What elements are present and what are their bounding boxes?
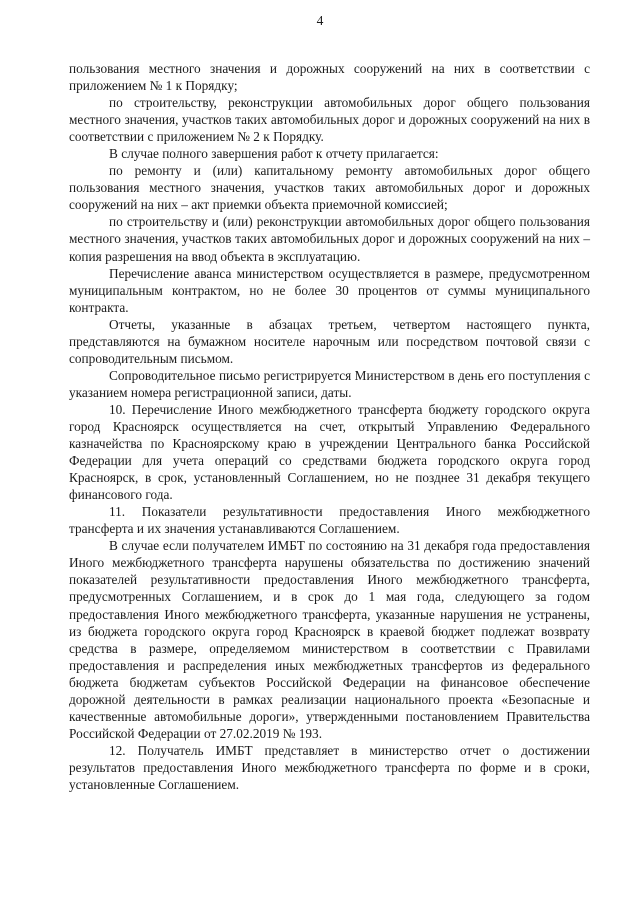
paragraph-completion-attachments: В случае полного завершения работ к отчету прилагается: [109,146,439,162]
paragraph-continuation: пользования местного значения и дорожных сооружений на них в соответствии с приложением № 1 к Порядку; [69,61,590,94]
page-number: 4 [316,13,324,28]
paragraph-refund-conditions: В случае если получателем ИМБТ по состоянию на 31 декабря года предоставления Иного межбюджетного трансферта нарушены обязательства по достижению значений показателей результативности предоставления Иного межбюджетного трансферта, предусмотренных Соглашением, и в срок до 1 мая года, следующего за годом предоставления Иного межбюджетного трансферта, указанные нарушения не устранены, из бюджета городского округа город Красноярск в краевой бюджет подлежат возврату средства в размере, определяемом министерством в соответствии с Правилами предоставления и распределения иных межбюджетных трансфертов из федерального бюджета бюджетам субъектов Российской Федерации на финансовое обеспечение дорожной деятельности в рамках реализации национального проекта «Безопасные и качественные автомобильные дороги», утвержденными постановлением Правительства Российской Федерации от 27.02.2019 № 193. [69,538,590,741]
paragraph-advance-payment: Перечисление аванса министерством осуществляется в размере, предусмотренном муниципальным контрактом, но не более 30 процентов от суммы муниципального контракта. [69,265,590,315]
paragraph-commissioning-permit: по строительству и (или) реконструкции автомобильных дорог общего пользования местного значения, участков таких автомобильных дорог и дорожных сооружений на них – копия разрешения на ввод объекта в эксплуатацию. [69,214,590,264]
paragraph-item-10-transfer: 10. Перечисление Иного межбюджетного трансферта бюджету городского округа город Красноярск осуществляется на счет, открытый Управлению Федерального казначейства по Красноярскому краю в учреждении Центрального банка Российской Федерации для учета операций со средствами бюджета городского округа город Красноярск, в срок, установленный Соглашением, но не позднее 31 декабря текущего финансового года. [69,401,590,503]
paragraph-report-submission: Отчеты, указанные в абзацах третьем, четвертом настоящего пункта, представляются на бумажном носителе нарочным или посредством почтовой связи с сопроводительным письмом. [69,316,590,366]
paragraph-item-12-report: 12. Получатель ИМБТ представляет в министерство отчет о достижении результатов предоставления Иного межбюджетного трансферта по форме и в сроки, установленные Соглашением. [69,742,590,792]
paragraph-cover-letter-registration: Сопроводительное письмо регистрируется Министерством в день его поступления с указанием номера регистрационной записи, даты. [69,367,590,400]
paragraph-item-11-indicators: 11. Показатели результативности предоставления Иного межбюджетного трансферта и их значения устанавливаются Соглашением. [69,504,590,537]
paragraph-construction-report: по строительству, реконструкции автомобильных дорог общего пользования местного значения, участков таких автомобильных дорог и дорожных сооружений на них в соответствии с приложением № 2 к Порядку. [69,95,590,145]
paragraph-repair-acceptance-act: по ремонту и (или) капитальному ремонту автомобильных дорог общего пользования местного значения, участков таких автомобильных дорог и дорожных сооружений на них – акт приемки объекта приемочной комиссией; [69,163,590,213]
document-body [69,60,590,793]
